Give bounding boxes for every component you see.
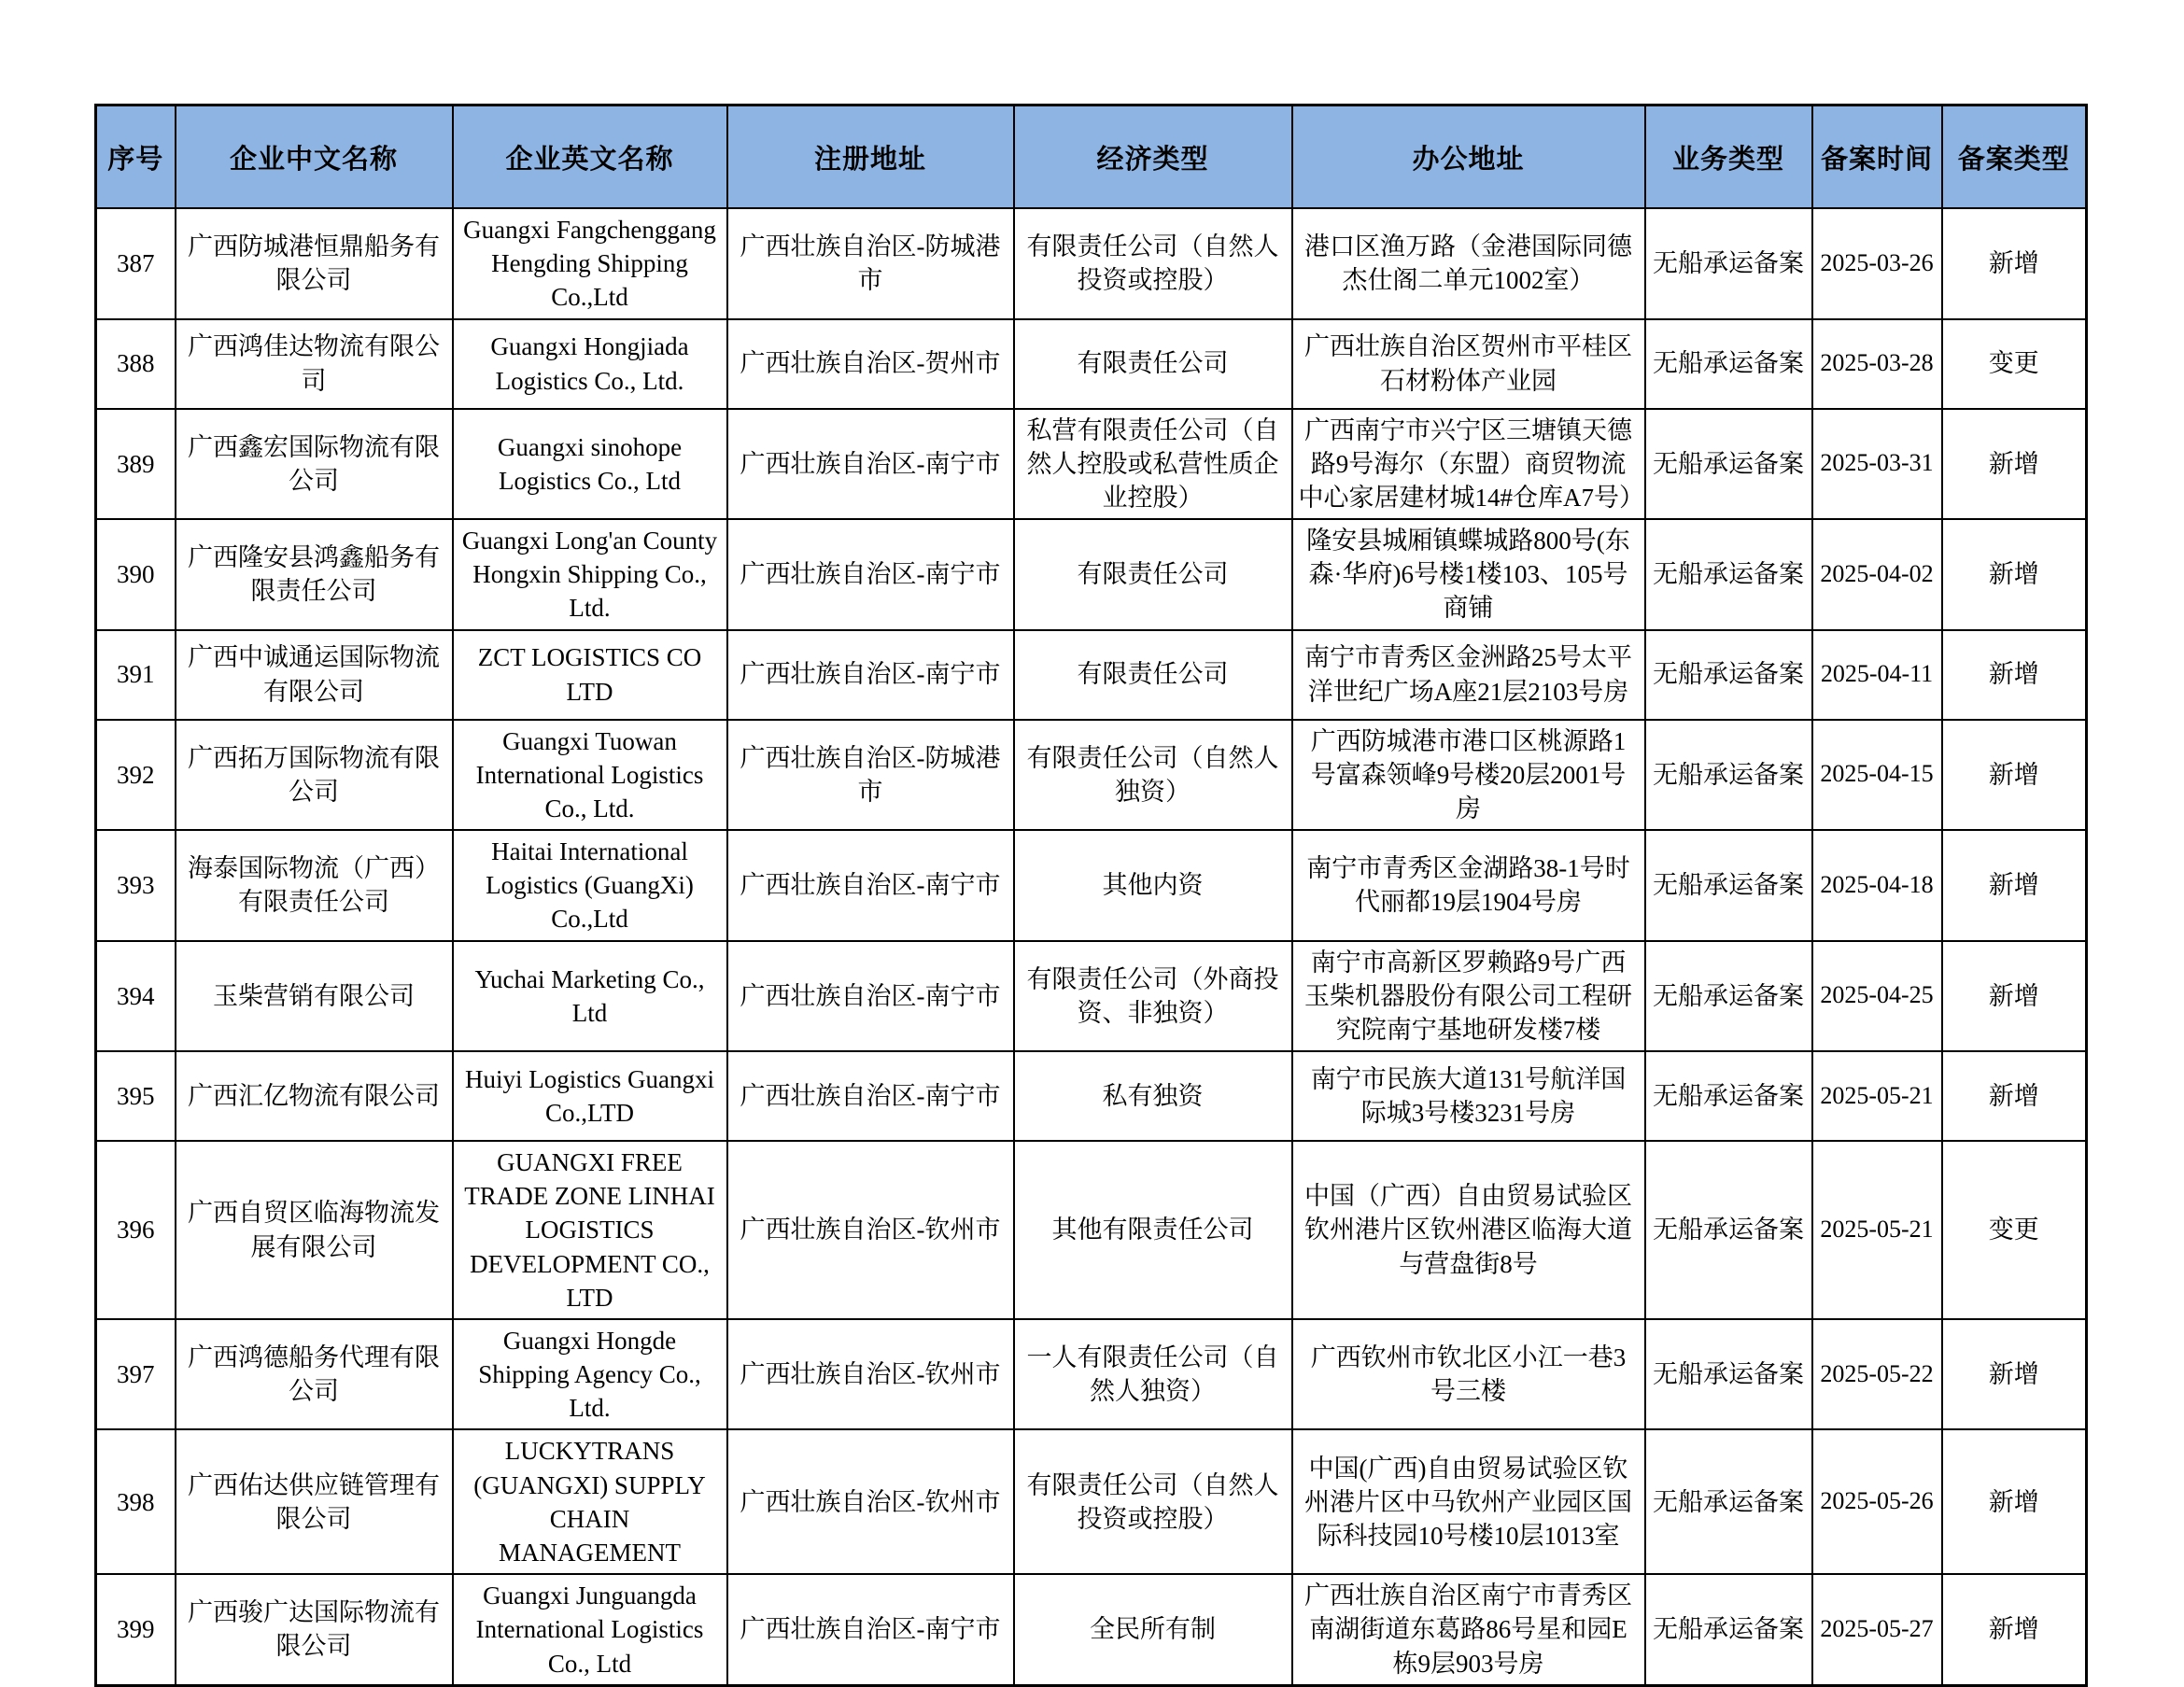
cell-record-type: 新增: [1942, 1574, 2087, 1685]
cell-company-name-en: ZCT LOGISTICS CO LTD: [453, 630, 727, 720]
cell-record-type: 新增: [1942, 830, 2087, 941]
cell-record-date: 2025-04-02: [1812, 519, 1942, 630]
cell-economic-type: 其他内资: [1014, 830, 1292, 941]
table-row: [96, 208, 2087, 319]
header-economic-type: 经济类型: [1014, 105, 1292, 209]
header-company-name-en: 企业英文名称: [453, 105, 727, 209]
cell-registered-address: 广西壮族自治区-防城港市: [727, 208, 1014, 319]
cell-economic-type: 私营有限责任公司（自然人控股或私营性质企业控股）: [1014, 409, 1292, 520]
header-registered-address: 注册地址: [727, 105, 1014, 209]
cell-record-date: 2025-05-21: [1812, 1051, 1942, 1141]
cell-office-address: 南宁市青秀区金湖路38-1号时代丽都19层1904号房: [1292, 830, 1645, 941]
cell-company-name-en: Guangxi Junguangda International Logistics Co., Ltd: [453, 1574, 727, 1685]
cell-company-name-en: Guangxi Tuowan International Logistics Co., Ltd.: [453, 720, 727, 831]
cell-index: 388: [96, 319, 176, 409]
cell-economic-type: 有限责任公司（自然人投资或控股）: [1014, 208, 1292, 319]
cell-company-name-en: Yuchai Marketing Co., Ltd: [453, 941, 727, 1052]
cell-business-type: 无船承运备案: [1645, 519, 1812, 630]
cell-company-name-en: Guangxi Long'an County Hongxin Shipping Co., Ltd.: [453, 519, 727, 630]
table-row: [96, 1141, 2087, 1319]
cell-record-date: 2025-04-25: [1812, 941, 1942, 1052]
header-index: 序号: [96, 105, 176, 209]
cell-index: 393: [96, 830, 176, 941]
cell-office-address: 隆安县城厢镇蝶城路800号(东森·华府)6号楼1楼103、105号商铺: [1292, 519, 1645, 630]
cell-record-date: 2025-04-18: [1812, 830, 1942, 941]
cell-registered-address: 广西壮族自治区-南宁市: [727, 830, 1014, 941]
cell-economic-type: 有限责任公司（自然人投资或控股）: [1014, 1429, 1292, 1574]
table-row: [96, 1574, 2087, 1685]
cell-registered-address: 广西壮族自治区-南宁市: [727, 409, 1014, 520]
cell-company-name-en: Guangxi sinohope Logistics Co., Ltd: [453, 409, 727, 520]
cell-registered-address: 广西壮族自治区-贺州市: [727, 319, 1014, 409]
cell-business-type: 无船承运备案: [1645, 409, 1812, 520]
cell-office-address: 中国（广西）自由贸易试验区钦州港片区钦州港区临海大道与营盘街8号: [1292, 1141, 1645, 1319]
table-row: [96, 830, 2087, 941]
cell-company-name-cn: 广西骏广达国际物流有限公司: [176, 1574, 453, 1685]
cell-company-name-en: Guangxi Fangchenggang Hengding Shipping Co.,Ltd: [453, 208, 727, 319]
cell-record-date: 2025-04-11: [1812, 630, 1942, 720]
cell-company-name-en: Huiyi Logistics Guangxi Co.,LTD: [453, 1051, 727, 1141]
cell-registered-address: 广西壮族自治区-钦州市: [727, 1319, 1014, 1430]
table-row: [96, 319, 2087, 409]
header-company-name-cn: 企业中文名称: [176, 105, 453, 209]
cell-office-address: 南宁市高新区罗赖路9号广西玉柴机器股份有限公司工程研究院南宁基地研发楼7楼: [1292, 941, 1645, 1052]
company-records-table: [94, 104, 2088, 1687]
table-header: [96, 105, 2087, 209]
cell-registered-address: 广西壮族自治区-防城港市: [727, 720, 1014, 831]
cell-record-type: 新增: [1942, 519, 2087, 630]
cell-economic-type: 有限责任公司: [1014, 630, 1292, 720]
table-row: [96, 1429, 2087, 1574]
cell-office-address: 南宁市青秀区金洲路25号太平洋世纪广场A座21层2103号房: [1292, 630, 1645, 720]
table-row: [96, 720, 2087, 831]
cell-index: 391: [96, 630, 176, 720]
cell-economic-type: 其他有限责任公司: [1014, 1141, 1292, 1319]
cell-record-date: 2025-05-27: [1812, 1574, 1942, 1685]
cell-registered-address: 广西壮族自治区-南宁市: [727, 941, 1014, 1052]
table-row: [96, 630, 2087, 720]
cell-office-address: 南宁市民族大道131号航洋国际城3号楼3231号房: [1292, 1051, 1645, 1141]
cell-index: 399: [96, 1574, 176, 1685]
cell-record-type: 新增: [1942, 1051, 2087, 1141]
cell-business-type: 无船承运备案: [1645, 208, 1812, 319]
cell-company-name-en: GUANGXI FREE TRADE ZONE LINHAI LOGISTICS DEVELOPMENT CO., LTD: [453, 1141, 727, 1319]
cell-office-address: 广西钦州市钦北区小江一巷3号三楼: [1292, 1319, 1645, 1430]
table-row: [96, 941, 2087, 1052]
cell-record-type: 新增: [1942, 630, 2087, 720]
cell-record-type: 新增: [1942, 409, 2087, 520]
cell-economic-type: 有限责任公司: [1014, 319, 1292, 409]
cell-business-type: 无船承运备案: [1645, 1051, 1812, 1141]
document-sheet: [94, 104, 2088, 1687]
cell-index: 394: [96, 941, 176, 1052]
cell-registered-address: 广西壮族自治区-钦州市: [727, 1429, 1014, 1574]
cell-business-type: 无船承运备案: [1645, 941, 1812, 1052]
cell-index: 398: [96, 1429, 176, 1574]
cell-company-name-en: Guangxi Hongjiada Logistics Co., Ltd.: [453, 319, 727, 409]
cell-business-type: 无船承运备案: [1645, 1319, 1812, 1430]
cell-company-name-en: Guangxi Hongde Shipping Agency Co., Ltd.: [453, 1319, 727, 1430]
cell-company-name-cn: 广西隆安县鸿鑫船务有限责任公司: [176, 519, 453, 630]
table-row: [96, 519, 2087, 630]
cell-business-type: 无船承运备案: [1645, 720, 1812, 831]
cell-registered-address: 广西壮族自治区-钦州市: [727, 1141, 1014, 1319]
table-row: [96, 409, 2087, 520]
cell-record-type: 变更: [1942, 319, 2087, 409]
cell-company-name-cn: 广西鸿德船务代理有限公司: [176, 1319, 453, 1430]
cell-business-type: 无船承运备案: [1645, 1141, 1812, 1319]
cell-record-date: 2025-03-26: [1812, 208, 1942, 319]
cell-office-address: 广西防城港市港口区桃源路1号富森领峰9号楼20层2001号房: [1292, 720, 1645, 831]
header-row: [96, 105, 2087, 209]
cell-registered-address: 广西壮族自治区-南宁市: [727, 1574, 1014, 1685]
cell-index: 395: [96, 1051, 176, 1141]
cell-economic-type: 一人有限责任公司（自然人独资）: [1014, 1319, 1292, 1430]
cell-index: 390: [96, 519, 176, 630]
cell-office-address: 中国(广西)自由贸易试验区钦州港片区中马钦州产业园区国际科技园10号楼10层1013室: [1292, 1429, 1645, 1574]
cell-record-date: 2025-05-22: [1812, 1319, 1942, 1430]
cell-record-type: 新增: [1942, 941, 2087, 1052]
cell-economic-type: 私有独资: [1014, 1051, 1292, 1141]
table-row: [96, 1319, 2087, 1430]
cell-business-type: 无船承运备案: [1645, 1574, 1812, 1685]
cell-business-type: 无船承运备案: [1645, 630, 1812, 720]
table-body: [96, 208, 2087, 1685]
cell-office-address: 广西南宁市兴宁区三塘镇天德路9号海尔（东盟）商贸物流中心家居建材城14#仓库A7号）: [1292, 409, 1645, 520]
cell-company-name-cn: 广西中诚通运国际物流有限公司: [176, 630, 453, 720]
cell-record-date: 2025-03-28: [1812, 319, 1942, 409]
cell-office-address: 广西壮族自治区南宁市青秀区南湖街道东葛路86号星和园E栋9层903号房: [1292, 1574, 1645, 1685]
cell-economic-type: 有限责任公司（自然人独资）: [1014, 720, 1292, 831]
cell-registered-address: 广西壮族自治区-南宁市: [727, 630, 1014, 720]
cell-company-name-cn: 广西汇亿物流有限公司: [176, 1051, 453, 1141]
cell-registered-address: 广西壮族自治区-南宁市: [727, 1051, 1014, 1141]
cell-record-type: 变更: [1942, 1141, 2087, 1319]
cell-index: 389: [96, 409, 176, 520]
cell-record-date: 2025-05-26: [1812, 1429, 1942, 1574]
cell-registered-address: 广西壮族自治区-南宁市: [727, 519, 1014, 630]
header-record-date: 备案时间: [1812, 105, 1942, 209]
cell-record-date: 2025-03-31: [1812, 409, 1942, 520]
cell-record-type: 新增: [1942, 1429, 2087, 1574]
cell-record-type: 新增: [1942, 720, 2087, 831]
cell-index: 392: [96, 720, 176, 831]
cell-index: 396: [96, 1141, 176, 1319]
cell-company-name-cn: 广西自贸区临海物流发展有限公司: [176, 1141, 453, 1319]
header-office-address: 办公地址: [1292, 105, 1645, 209]
header-business-type: 业务类型: [1645, 105, 1812, 209]
cell-company-name-cn: 海泰国际物流（广西）有限责任公司: [176, 830, 453, 941]
cell-company-name-cn: 玉柴营销有限公司: [176, 941, 453, 1052]
cell-economic-type: 有限责任公司: [1014, 519, 1292, 630]
cell-company-name-cn: 广西鸿佳达物流有限公司: [176, 319, 453, 409]
cell-record-date: 2025-05-21: [1812, 1141, 1942, 1319]
cell-record-type: 新增: [1942, 1319, 2087, 1430]
cell-index: 397: [96, 1319, 176, 1430]
cell-office-address: 广西壮族自治区贺州市平桂区石材粉体产业园: [1292, 319, 1645, 409]
cell-record-type: 新增: [1942, 208, 2087, 319]
cell-company-name-cn: 广西防城港恒鼎船务有限公司: [176, 208, 453, 319]
header-record-type: 备案类型: [1942, 105, 2087, 209]
cell-business-type: 无船承运备案: [1645, 1429, 1812, 1574]
cell-business-type: 无船承运备案: [1645, 830, 1812, 941]
cell-office-address: 港口区渔万路（金港国际同德杰仕阁二单元1002室）: [1292, 208, 1645, 319]
table-row: [96, 1051, 2087, 1141]
cell-company-name-en: LUCKYTRANS (GUANGXI) SUPPLY CHAIN MANAGEMENT: [453, 1429, 727, 1574]
cell-economic-type: 有限责任公司（外商投资、非独资）: [1014, 941, 1292, 1052]
cell-company-name-en: Haitai International Logistics (GuangXi) Co.,Ltd: [453, 830, 727, 941]
cell-index: 387: [96, 208, 176, 319]
cell-economic-type: 全民所有制: [1014, 1574, 1292, 1685]
cell-company-name-cn: 广西拓万国际物流有限公司: [176, 720, 453, 831]
cell-company-name-cn: 广西佑达供应链管理有限公司: [176, 1429, 453, 1574]
cell-company-name-cn: 广西鑫宏国际物流有限公司: [176, 409, 453, 520]
cell-business-type: 无船承运备案: [1645, 319, 1812, 409]
cell-record-date: 2025-04-15: [1812, 720, 1942, 831]
